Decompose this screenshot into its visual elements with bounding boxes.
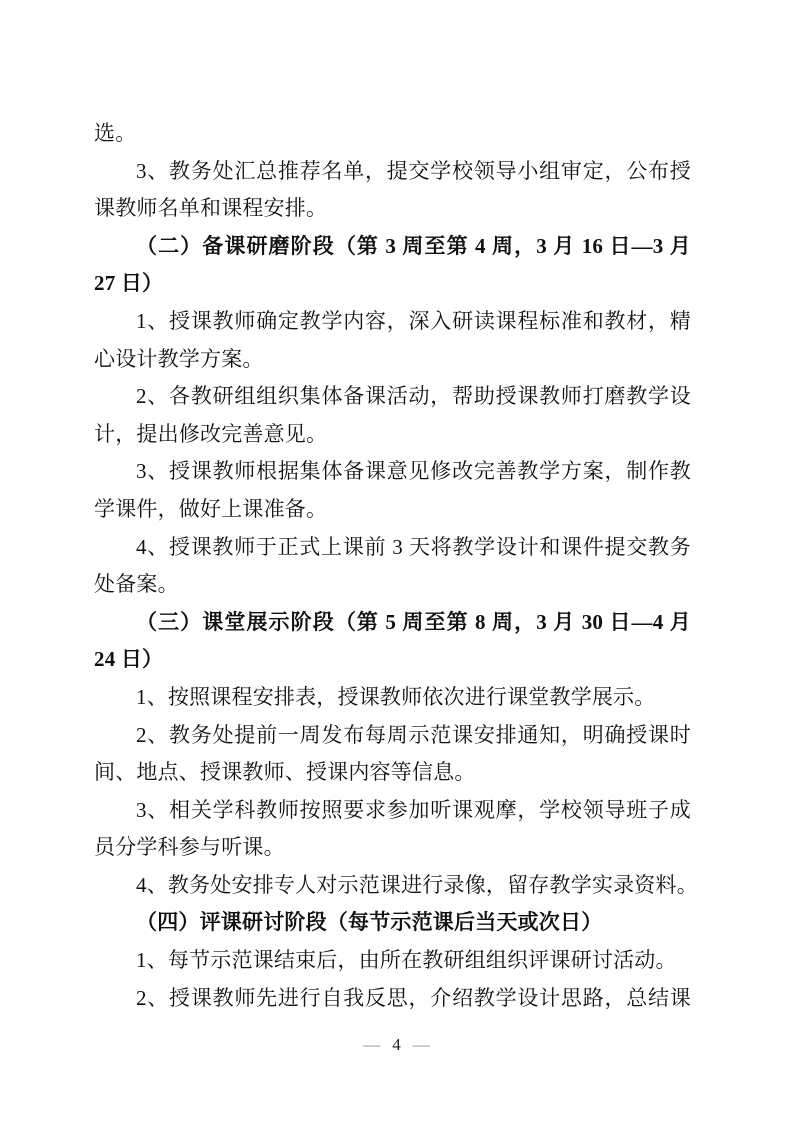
footer-dash-left: — (363, 1035, 381, 1054)
footer-dash-right: — (412, 1035, 430, 1054)
paragraph-line: 员分学科参与听课。 (94, 835, 285, 860)
paragraph-line: 计，提出修改完善意见。 (94, 421, 328, 446)
paragraph-line: 1、按照课程安排表，授课教师依次进行课堂教学展示。 (136, 684, 656, 709)
section-heading: （三）课堂展示阶段（第 5 周至第 8 周，3 月 30 日—4 月 (136, 609, 691, 634)
paragraph-line: 3、授课教师根据集体备课意见修改完善教学方案，制作教 (136, 459, 691, 484)
paragraph-line: 选。 (94, 121, 137, 145)
paragraph-line: 2、各教研组组织集体备课活动，帮助授课教师打磨教学设 (136, 384, 691, 409)
paragraph-line: 3、教务处汇总推荐名单，提交学校领导小组审定，公布授 (136, 158, 691, 183)
paragraph-line: 4、授课教师于正式上课前 3 天将教学设计和课件提交教务 (136, 534, 691, 559)
paragraph-line: 2、授课教师先进行自我反思，介绍教学设计思路，总结课 (136, 985, 691, 1010)
paragraph-line: 1、每节示范课结束后，由所在教研组组织评课研讨活动。 (136, 948, 677, 973)
paragraph-line: 处备案。 (94, 572, 179, 597)
paragraph-line: 3、相关学科教师按照要求参加听课观摩，学校领导班子成 (136, 797, 691, 822)
page-footer (0, 1033, 793, 1057)
paragraph-line: 课教师名单和课程安排。 (94, 196, 328, 221)
paragraph-line: 间、地点、授课教师、授课内容等信息。 (94, 760, 476, 785)
section-heading: 24 日） (94, 647, 164, 672)
paragraph-line: 4、教务处安排专人对示范课进行录像，留存教学实录资料。 (136, 872, 698, 897)
paragraph-line: 心设计教学方案。 (94, 346, 264, 371)
paragraph-line: 2、教务处提前一周发布每周示范课安排通知，明确授课时 (136, 722, 691, 747)
section-heading: 27 日） (94, 271, 164, 296)
section-heading: （四）评课研讨阶段（每节示范课后当天或次日） (136, 910, 603, 935)
document-body (94, 115, 698, 1017)
paragraph-line: 学课件，做好上课准备。 (94, 496, 328, 521)
section-heading: （二）备课研磨阶段（第 3 周至第 4 周，3 月 16 日—3 月 (136, 233, 691, 258)
page-number: 4 (392, 1035, 401, 1054)
paragraph-line: 1、授课教师确定教学内容，深入研读课程标准和教材，精 (136, 308, 691, 333)
